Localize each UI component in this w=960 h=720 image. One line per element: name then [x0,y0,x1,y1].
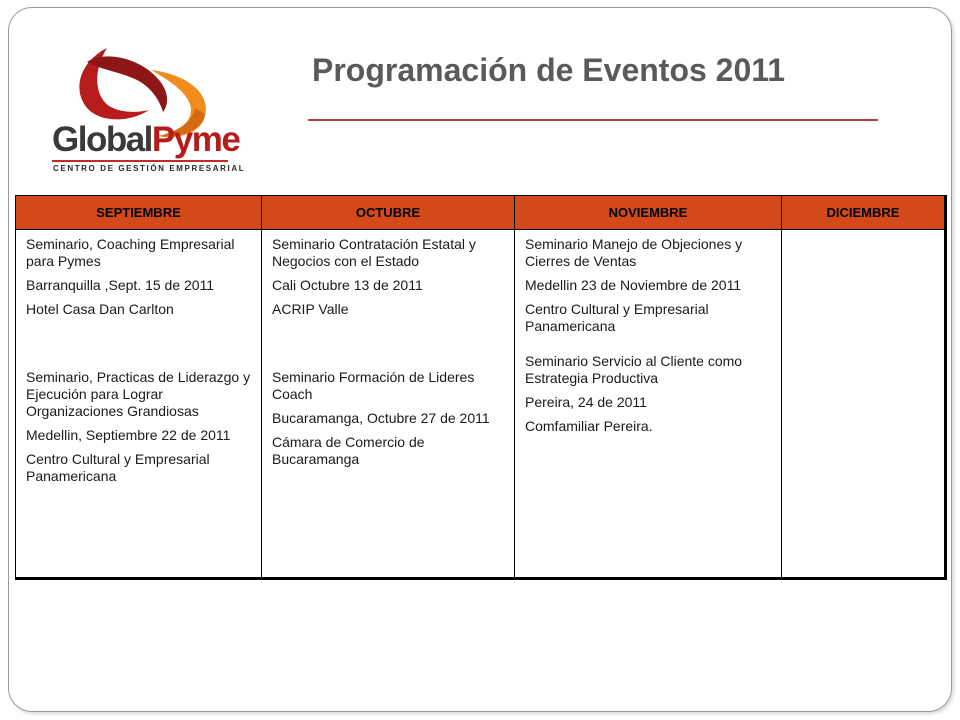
event-title: Seminario Servicio al Cliente como Estrategia Productiva [525,353,743,386]
table-row [16,230,946,579]
event-venue: Centro Cultural y Empresarial Panamericana [525,301,709,334]
cell-septiembre [16,230,262,579]
event-title: Seminario Manejo de Objeciones y Cierres de Ventas [525,236,743,269]
events-table [15,195,947,580]
cell-noviembre [515,230,782,579]
event-date: Medellin, Septiembre 22 de 2011 [26,427,231,443]
event-entry [272,236,506,318]
event-title: Seminario, Practicas de Liderazgo y Ejecución para Lograr Organizaciones Grandiosas [26,369,251,419]
event-entry [525,236,773,335]
event-date: Bucaramanga, Octubre 27 de 2011 [272,410,490,426]
title-underline [308,119,878,121]
cell-diciembre [782,230,946,579]
event-venue: Centro Cultural y Empresarial Panamericana [26,451,210,484]
page-title: Programación de Eventos 2011 [312,52,786,88]
logo-subtitle: CENTRO DE GESTIÓN EMPRESARIAL [53,164,246,173]
event-date: Cali Octubre 13 de 2011 [272,277,423,293]
logo-underline [52,160,228,162]
event-date: Pereira, 24 de 2011 [525,394,647,410]
event-date: Barranquilla ,Sept. 15 de 2011 [26,277,215,293]
header-noviembre: NOVIEMBRE [515,196,782,230]
event-entry [26,369,253,485]
event-venue: Hotel Casa Dan Carlton [26,301,174,317]
event-entry [525,353,773,435]
logo-wordmark: GlobalPyme [52,120,240,159]
event-venue: ACRIP Valle [272,301,349,317]
header-diciembre: DICIEMBRE [782,196,946,230]
event-venue: Cámara de Comercio de Bucaramanga [272,434,425,467]
cell-octubre [262,230,515,579]
event-entry [272,369,506,468]
event-title: Seminario, Coaching Empresarial para Pymes [26,236,235,269]
event-title: Seminario Formación de Lideres Coach [272,369,475,402]
table-header-row [16,196,946,230]
event-title: Seminario Contratación Estatal y Negocios con el Estado [272,236,476,269]
header-septiembre: SEPTIEMBRE [16,196,262,230]
event-date: Medellin 23 de Noviembre de 2011 [525,277,742,293]
event-venue: Comfamiliar Pereira. [525,418,653,434]
event-entry [26,236,253,318]
header-octubre: OCTUBRE [262,196,515,230]
